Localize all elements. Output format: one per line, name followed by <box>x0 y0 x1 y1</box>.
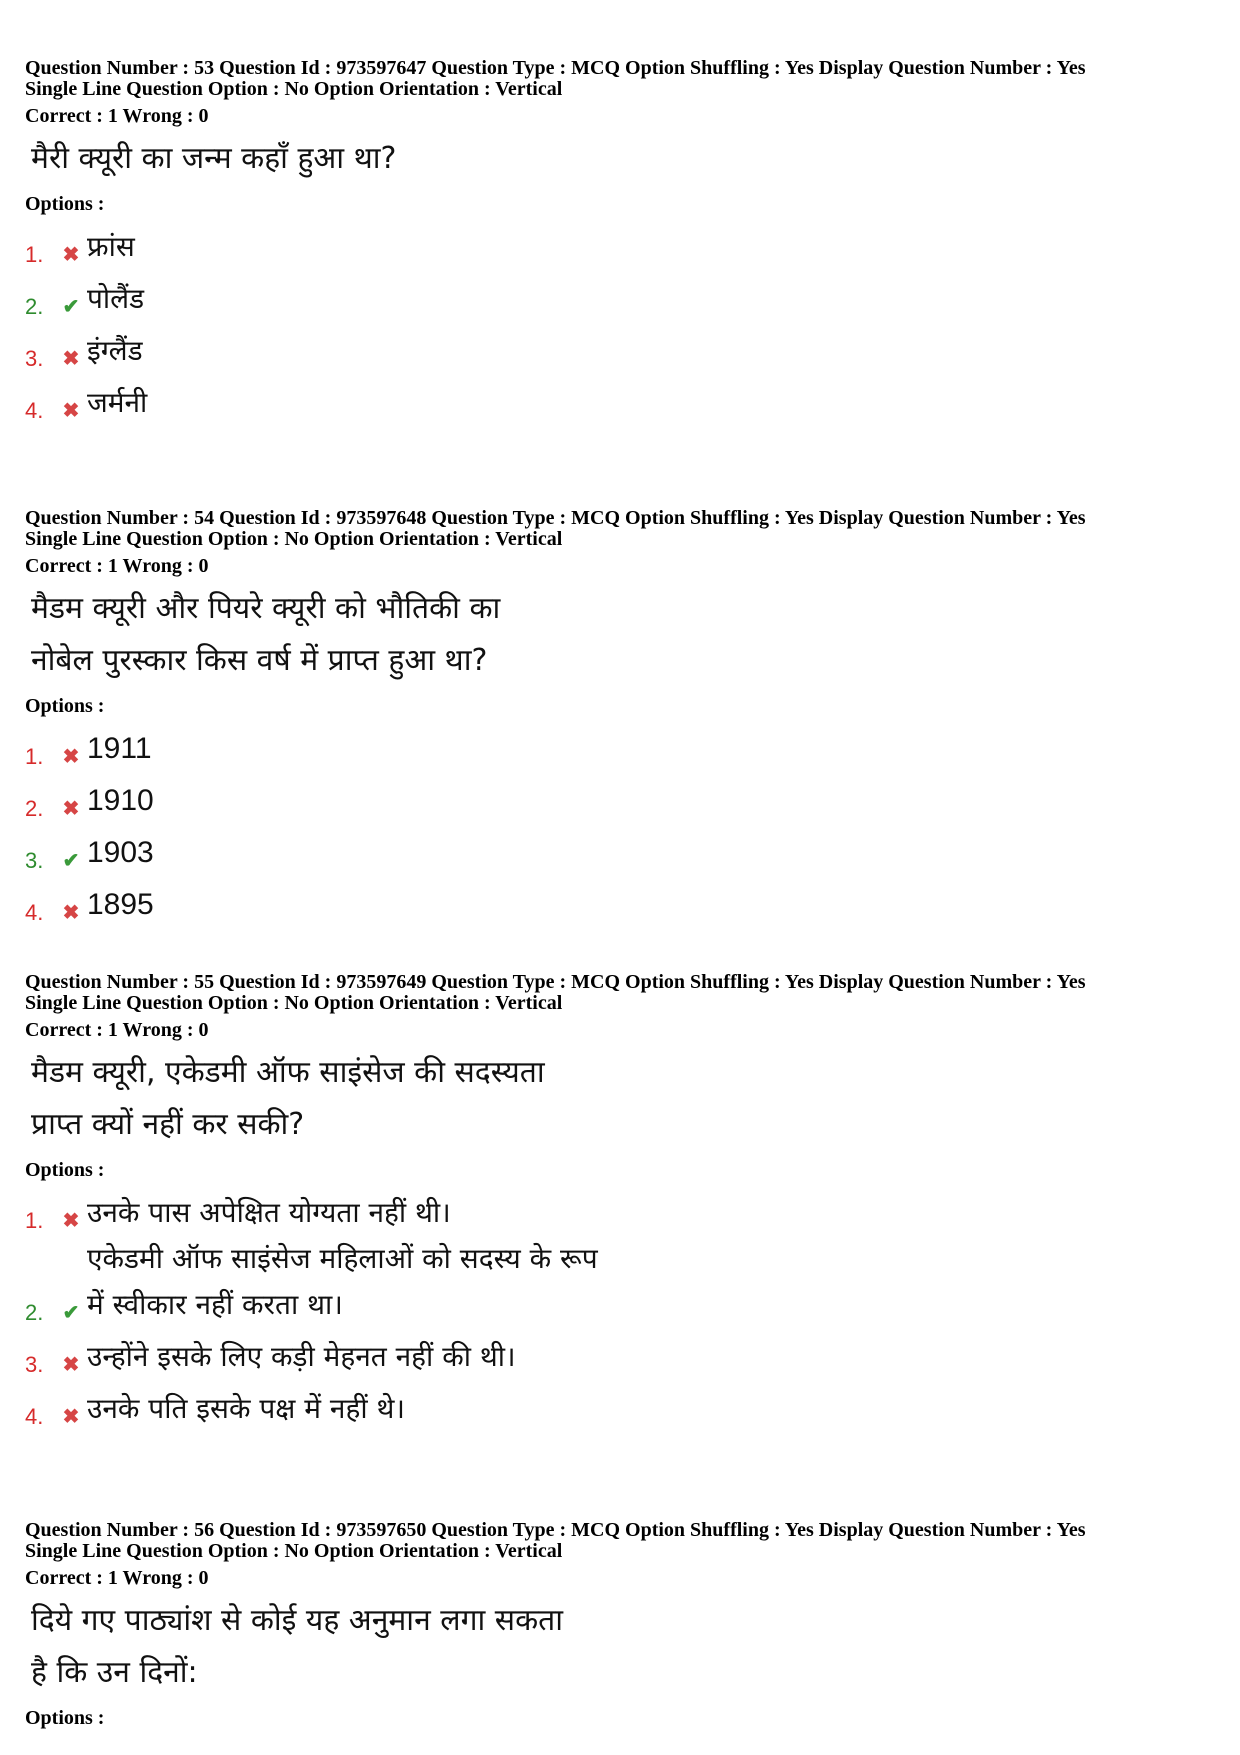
question-text-line: मैडम क्यूरी और पियरे क्यूरी को भौतिकी का <box>31 591 501 626</box>
question-score: Correct : 1 Wrong : 0 <box>25 105 209 127</box>
check-icon: ✔ <box>62 296 80 318</box>
option-item <box>25 876 1215 928</box>
cross-icon: ✖ <box>62 348 80 370</box>
option-item <box>25 1236 1215 1328</box>
option-number: 1. <box>25 1208 44 1233</box>
question-score: Correct : 1 Wrong : 0 <box>25 1567 209 1589</box>
question-score: Correct : 1 Wrong : 0 <box>25 1019 209 1041</box>
cross-icon: ✖ <box>62 244 80 266</box>
question-meta-line2: Single Line Question Option : No Option Orientation : Vertical <box>25 78 563 100</box>
option-text <box>87 726 152 772</box>
option-number: 4. <box>25 900 44 925</box>
question-text <box>31 1047 1215 1151</box>
option-item <box>25 270 1215 322</box>
option-number: 3. <box>25 346 44 371</box>
cross-icon: ✖ <box>62 902 80 924</box>
option-text-line: 1911 <box>87 732 152 765</box>
option-text <box>87 380 147 426</box>
question-text-line: मैरी क्यूरी का जन्म कहाँ हुआ था? <box>31 141 397 176</box>
option-item <box>25 720 1215 772</box>
option-text <box>87 1386 405 1432</box>
question-text-line: मैडम क्यूरी, एकेडमी ऑफ साइंसेज की सदस्यता <box>31 1055 545 1090</box>
option-number: 1. <box>25 744 44 769</box>
question-text <box>31 133 1215 185</box>
option-text-line: जर्मनी <box>87 386 148 419</box>
option-text <box>87 276 144 322</box>
option-text <box>87 778 154 824</box>
options-label: Options : <box>25 193 105 215</box>
options-list <box>25 720 1215 928</box>
option-text-line: में स्वीकार नहीं करता था। <box>87 1288 343 1321</box>
question-meta-line1: Question Number : 53 Question Id : 973597647 Question Type : MCQ Option Shuffling : Yes Display Question Number : Yes <box>25 57 1086 79</box>
question-meta-line1: Question Number : 54 Question Id : 973597648 Question Type : MCQ Option Shuffling : Yes Display Question Number : Yes <box>25 507 1086 529</box>
option-item <box>25 824 1215 876</box>
option-text <box>87 224 135 270</box>
check-icon: ✔ <box>62 1302 80 1324</box>
options-label: Options : <box>25 1159 105 1181</box>
check-icon: ✔ <box>62 850 80 872</box>
option-item <box>25 374 1215 426</box>
cross-icon: ✖ <box>62 1354 80 1376</box>
option-text-line: उनके पति इसके पक्ष में नहीं थे। <box>87 1392 405 1425</box>
options-list <box>25 218 1215 426</box>
option-item <box>25 218 1215 270</box>
question-text-line: है कि उन दिनों: <box>31 1655 198 1690</box>
cross-icon: ✖ <box>62 1210 80 1232</box>
option-number: 3. <box>25 1352 44 1377</box>
option-item <box>25 322 1215 374</box>
option-number: 2. <box>25 1300 44 1325</box>
option-item <box>25 1380 1215 1432</box>
option-item <box>25 1184 1215 1236</box>
option-text-line: 1910 <box>87 784 154 817</box>
option-number: 4. <box>25 398 44 423</box>
option-number: 2. <box>25 294 44 319</box>
question-text-line: प्राप्त क्यों नहीं कर सकी? <box>31 1107 305 1142</box>
option-number: 3. <box>25 848 44 873</box>
question-meta-line2: Single Line Question Option : No Option Orientation : Vertical <box>25 1540 563 1562</box>
question-score: Correct : 1 Wrong : 0 <box>25 555 209 577</box>
option-text-line: इंग्लैंड <box>87 334 143 367</box>
options-label: Options : <box>25 695 105 717</box>
option-text <box>87 1236 598 1328</box>
option-text <box>87 328 143 374</box>
option-text-line: एकेडमी ऑफ साइंसेज महिलाओं को सदस्य के रूप <box>87 1242 598 1275</box>
option-text <box>87 1334 516 1380</box>
option-text-line: 1903 <box>87 836 154 869</box>
option-number: 1. <box>25 242 44 267</box>
option-text-line: उनके पास अपेक्षित योग्यता नहीं थी। <box>87 1196 451 1229</box>
option-text-line: उन्होंने इसके लिए कड़ी मेहनत नहीं की थी। <box>87 1340 516 1373</box>
question-text-line: नोबेल पुरस्कार किस वर्ष में प्राप्त हुआ था? <box>31 643 488 678</box>
question-block <box>25 1520 1215 1732</box>
question-block <box>25 972 1215 1432</box>
question-block <box>25 508 1215 928</box>
option-text-line: फ्रांस <box>87 230 135 263</box>
option-item <box>25 1328 1215 1380</box>
option-text-line: 1895 <box>87 888 154 921</box>
options-label: Options : <box>25 1707 105 1729</box>
options-list <box>25 1184 1215 1432</box>
question-text <box>31 1595 1215 1699</box>
cross-icon: ✖ <box>62 798 80 820</box>
question-text-line: दिये गए पाठ्यांश से कोई यह अनुमान लगा सकता <box>31 1603 563 1638</box>
question-block <box>25 58 1215 426</box>
option-text-line: पोलैंड <box>87 282 145 315</box>
option-item <box>25 772 1215 824</box>
option-text <box>87 830 154 876</box>
option-number: 4. <box>25 1404 44 1429</box>
option-text <box>87 1190 451 1236</box>
question-text <box>31 583 1215 687</box>
question-meta-line2: Single Line Question Option : No Option Orientation : Vertical <box>25 528 563 550</box>
cross-icon: ✖ <box>62 400 80 422</box>
cross-icon: ✖ <box>62 746 80 768</box>
cross-icon: ✖ <box>62 1406 80 1428</box>
question-meta-line2: Single Line Question Option : No Option Orientation : Vertical <box>25 992 563 1014</box>
question-meta-line1: Question Number : 55 Question Id : 973597649 Question Type : MCQ Option Shuffling : Yes Display Question Number : Yes <box>25 971 1086 993</box>
option-text <box>87 882 154 928</box>
question-meta-line1: Question Number : 56 Question Id : 973597650 Question Type : MCQ Option Shuffling : Yes Display Question Number : Yes <box>25 1519 1086 1541</box>
option-number: 2. <box>25 796 44 821</box>
